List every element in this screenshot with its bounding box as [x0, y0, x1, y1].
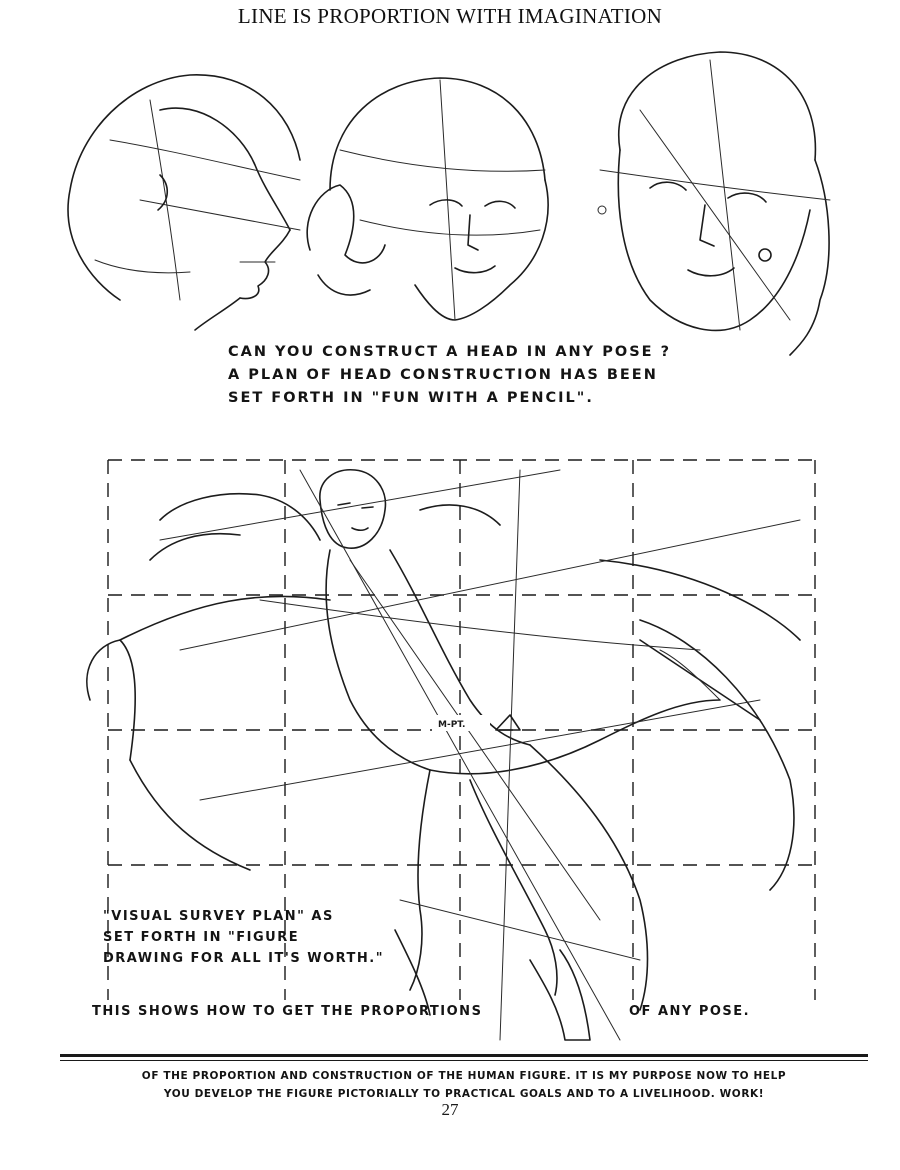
proportions-caption-right: OF ANY POSE. — [629, 1004, 751, 1019]
footer-rule-thin — [60, 1060, 868, 1061]
page-title: LINE IS PROPORTION WITH IMAGINATION — [237, 4, 663, 28]
figure-annotation-line: "VISUAL SURVEY PLAN" AS — [103, 909, 334, 924]
figure-annotation — [103, 906, 403, 969]
midpoint-label: M-PT. — [438, 720, 466, 730]
page-number: 27 — [441, 1100, 459, 1119]
heads-caption — [228, 341, 671, 410]
figure-annotation-line: SET FORTH IN "FIGURE — [103, 930, 300, 945]
heads-caption-line: CAN YOU CONSTRUCT A HEAD IN ANY POSE ? — [228, 344, 671, 360]
footer-rule-thick — [60, 1054, 868, 1057]
footer-text — [58, 1067, 870, 1103]
heads-caption-line: SET FORTH IN "FUN WITH A PENCIL". — [228, 390, 594, 406]
heads-caption-line: A PLAN OF HEAD CONSTRUCTION HAS BEEN — [228, 367, 658, 383]
footer-line: YOU DEVELOP THE FIGURE PICTORIALLY TO PRACTICAL GOALS AND TO A LIVELIHOOD. WORK! — [163, 1088, 765, 1100]
footer-line: OF THE PROPORTION AND CONSTRUCTION OF THE HUMAN FIGURE. IT IS MY PURPOSE NOW TO HELP — [141, 1070, 787, 1082]
head-sketch-profile — [68, 75, 300, 330]
head-sketch-three-quarter — [307, 78, 548, 320]
proportions-caption-left: THIS SHOWS HOW TO GET THE PROPORTIONS — [92, 1004, 483, 1019]
figure-annotation-line: DRAWING FOR ALL IT'S WORTH." — [103, 951, 385, 966]
head-sketch-front-tilted — [598, 52, 830, 355]
midpoint-marker — [432, 715, 520, 731]
